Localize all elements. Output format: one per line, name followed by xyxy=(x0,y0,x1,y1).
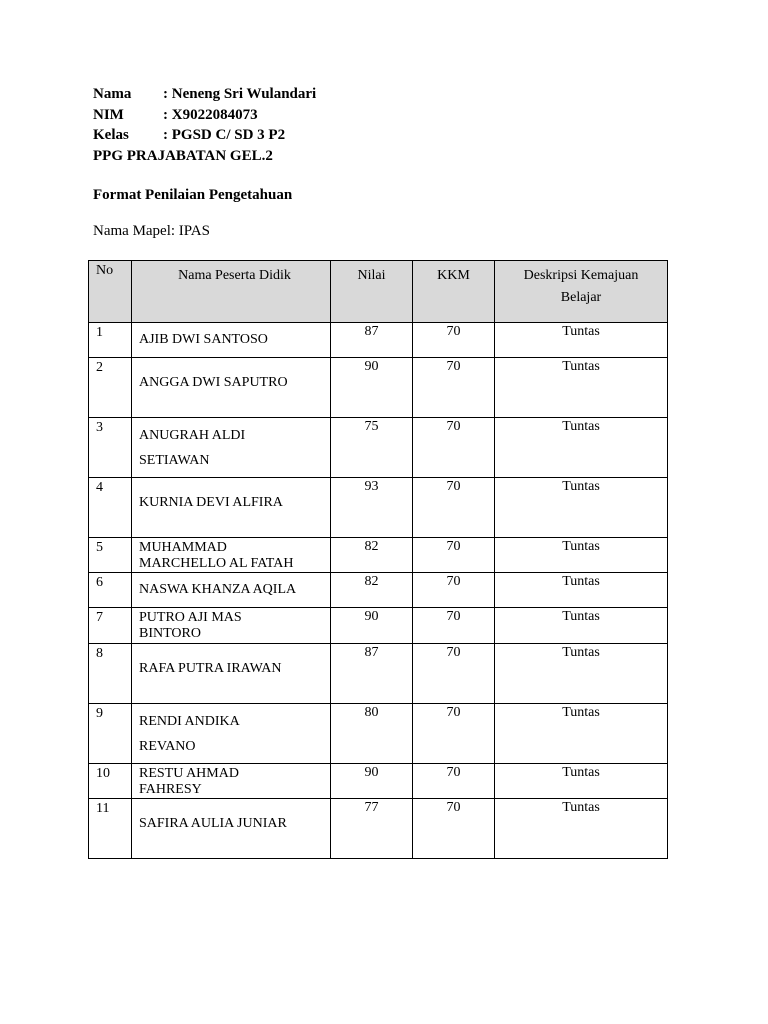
cell-deskripsi xyxy=(495,704,668,764)
cell-name xyxy=(132,538,331,573)
cell-nilai xyxy=(331,323,413,358)
cell-deskripsi-value: Tuntas xyxy=(562,765,600,780)
cell-no: 5 xyxy=(89,538,132,573)
cell-no: 8 xyxy=(89,644,132,704)
cell-name-line1: NASWA KHANZA AQILA xyxy=(139,582,297,597)
cell-no: 6 xyxy=(89,573,132,608)
cell-kkm xyxy=(413,418,495,478)
kelas-value: : PGSD C/ SD 3 P2 xyxy=(163,127,286,143)
table-row xyxy=(89,764,668,799)
cell-nilai xyxy=(331,538,413,573)
nim-row xyxy=(93,105,316,126)
identity-block xyxy=(93,84,316,166)
cell-nilai xyxy=(331,418,413,478)
cell-no: 7 xyxy=(89,608,132,644)
cell-nilai-value: 90 xyxy=(364,765,379,780)
cell-nilai-value: 90 xyxy=(364,359,379,374)
cell-deskripsi xyxy=(495,644,668,704)
cell-kkm xyxy=(413,358,495,418)
header-nilai xyxy=(331,261,413,323)
cell-name xyxy=(132,418,331,478)
cell-kkm-value: 70 xyxy=(446,539,461,554)
table-body xyxy=(89,323,668,859)
table-row xyxy=(89,644,668,704)
table-row xyxy=(89,478,668,538)
cell-deskripsi xyxy=(495,358,668,418)
cell-kkm-value: 70 xyxy=(446,419,461,434)
cell-name-line1: RENDI ANDIKA xyxy=(139,714,240,729)
cell-name-line1: PUTRO AJI MAS xyxy=(139,610,242,625)
cell-name xyxy=(132,704,331,764)
cell-nilai-value: 82 xyxy=(364,539,379,554)
cell-name xyxy=(132,358,331,418)
cell-nilai-value: 80 xyxy=(364,705,379,720)
table-row xyxy=(89,358,668,418)
cell-kkm xyxy=(413,704,495,764)
cell-name xyxy=(132,799,331,859)
program-line: PPG PRAJABATAN GEL.2 xyxy=(93,147,273,164)
table-header-row xyxy=(89,261,668,323)
cell-name-line1: ANGGA DWI SAPUTRO xyxy=(139,375,288,390)
cell-nilai-value: 77 xyxy=(364,800,379,815)
header-deskripsi-line2: Belajar xyxy=(560,290,602,305)
cell-nilai-value: 82 xyxy=(364,574,379,589)
table-row xyxy=(89,799,668,859)
cell-name-line1: KURNIA DEVI ALFIRA xyxy=(139,495,283,510)
cell-kkm xyxy=(413,323,495,358)
cell-no: 9 xyxy=(89,704,132,764)
cell-name-line2: FAHRESY xyxy=(139,782,202,797)
cell-nilai xyxy=(331,478,413,538)
table-row xyxy=(89,608,668,644)
header-no: No xyxy=(89,261,132,323)
cell-nilai-value: 93 xyxy=(364,479,379,494)
cell-name xyxy=(132,323,331,358)
cell-deskripsi-value: Tuntas xyxy=(562,539,600,554)
cell-nilai xyxy=(331,704,413,764)
cell-name-line2: SETIAWAN xyxy=(139,453,210,468)
cell-nilai xyxy=(331,764,413,799)
header-nilai-label: Nilai xyxy=(357,268,386,283)
header-deskripsi-line1: Deskripsi Kemajuan xyxy=(523,268,639,283)
cell-deskripsi xyxy=(495,323,668,358)
kelas-label: Kelas xyxy=(93,127,129,143)
cell-deskripsi xyxy=(495,418,668,478)
cell-nilai xyxy=(331,644,413,704)
cell-deskripsi-value: Tuntas xyxy=(562,800,600,815)
header-deskripsi xyxy=(495,261,668,323)
cell-name xyxy=(132,644,331,704)
cell-no: 10 xyxy=(89,764,132,799)
cell-deskripsi xyxy=(495,538,668,573)
nim-label: NIM xyxy=(93,106,124,123)
cell-kkm xyxy=(413,799,495,859)
cell-nilai-value: 87 xyxy=(364,324,379,339)
cell-deskripsi-value: Tuntas xyxy=(562,359,600,374)
cell-deskripsi-value: Tuntas xyxy=(562,479,600,494)
cell-name xyxy=(132,608,331,644)
cell-name xyxy=(132,573,331,608)
table-row xyxy=(89,573,668,608)
header-nama-label: Nama Peserta Didik xyxy=(178,268,291,283)
cell-name-line1: MUHAMMAD xyxy=(139,540,227,555)
cell-no: 3 xyxy=(89,418,132,478)
cell-name-line2: MARCHELLO AL FATAH xyxy=(139,556,294,571)
cell-deskripsi-value: Tuntas xyxy=(562,609,600,624)
cell-kkm xyxy=(413,608,495,644)
cell-nilai xyxy=(331,608,413,644)
cell-deskripsi xyxy=(495,764,668,799)
cell-nilai-value: 90 xyxy=(364,609,379,624)
cell-deskripsi xyxy=(495,478,668,538)
cell-name xyxy=(132,764,331,799)
cell-name-line1: ANUGRAH ALDI xyxy=(139,428,246,443)
cell-kkm-value: 70 xyxy=(446,479,461,494)
cell-kkm-value: 70 xyxy=(446,324,461,339)
kelas-row xyxy=(93,125,316,146)
nim-value: : X9022084073 xyxy=(163,106,258,123)
cell-deskripsi-value: Tuntas xyxy=(562,574,600,589)
cell-kkm xyxy=(413,764,495,799)
cell-nilai xyxy=(331,358,413,418)
cell-nilai-value: 87 xyxy=(364,645,379,660)
cell-kkm xyxy=(413,478,495,538)
mapel-line: Nama Mapel: IPAS xyxy=(93,223,210,239)
grades-table xyxy=(88,260,668,859)
nama-label: Nama xyxy=(93,86,132,102)
cell-kkm xyxy=(413,538,495,573)
cell-name-line2: BINTORO xyxy=(139,626,201,641)
cell-kkm xyxy=(413,644,495,704)
cell-nilai xyxy=(331,573,413,608)
cell-deskripsi xyxy=(495,608,668,644)
cell-no: 1 xyxy=(89,323,132,358)
cell-kkm-value: 70 xyxy=(446,574,461,589)
cell-kkm-value: 70 xyxy=(446,645,461,660)
header-kkm xyxy=(413,261,495,323)
cell-no: 2 xyxy=(89,358,132,418)
nama-value: : Neneng Sri Wulandari xyxy=(163,86,317,102)
cell-name xyxy=(132,478,331,538)
cell-deskripsi xyxy=(495,799,668,859)
cell-kkm-value: 70 xyxy=(446,609,461,624)
cell-deskripsi xyxy=(495,573,668,608)
cell-deskripsi-value: Tuntas xyxy=(562,324,600,339)
cell-deskripsi-value: Tuntas xyxy=(562,705,600,720)
cell-no: 4 xyxy=(89,478,132,538)
cell-kkm-value: 70 xyxy=(446,705,461,720)
cell-name-line1: SAFIRA AULIA JUNIAR xyxy=(139,816,287,831)
cell-kkm-value: 70 xyxy=(446,765,461,780)
cell-name-line1: RESTU AHMAD xyxy=(139,766,239,781)
nama-row xyxy=(93,84,316,105)
table-row xyxy=(89,323,668,358)
cell-nilai xyxy=(331,799,413,859)
header-kkm-label: KKM xyxy=(437,268,470,283)
cell-kkm-value: 70 xyxy=(446,800,461,815)
table-row xyxy=(89,538,668,573)
cell-no: 11 xyxy=(89,799,132,859)
cell-kkm xyxy=(413,573,495,608)
cell-deskripsi-value: Tuntas xyxy=(562,419,600,434)
header-nama xyxy=(132,261,331,323)
cell-kkm-value: 70 xyxy=(446,359,461,374)
table-row xyxy=(89,704,668,764)
cell-name-line1: RAFA PUTRA IRAWAN xyxy=(139,661,282,676)
cell-name-line1: AJIB DWI SANTOSO xyxy=(139,332,268,347)
cell-name-line2: REVANO xyxy=(139,739,196,754)
cell-deskripsi-value: Tuntas xyxy=(562,645,600,660)
cell-nilai-value: 75 xyxy=(364,419,379,434)
section-title: Format Penilaian Pengetahuan xyxy=(93,187,293,203)
table-row xyxy=(89,418,668,478)
